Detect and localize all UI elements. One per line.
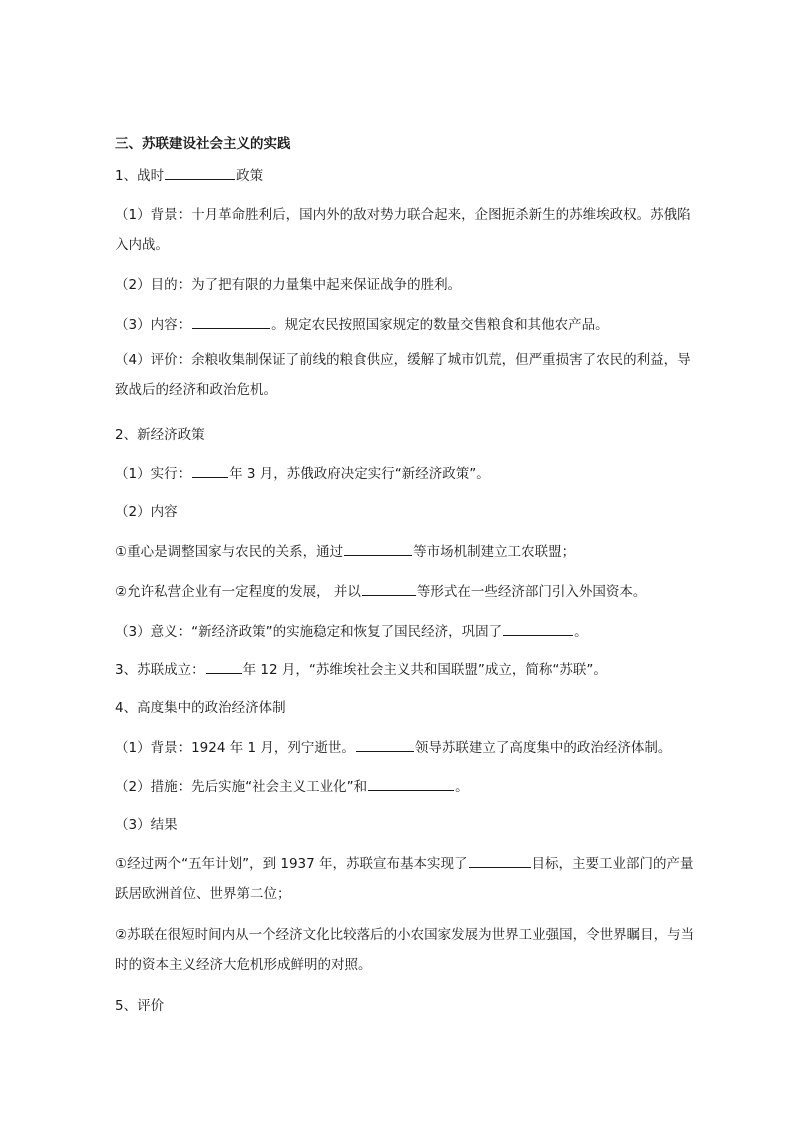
heading-text: 1、战时 bbox=[115, 168, 165, 184]
system-background-tail: 领导苏联建立了高度集中的政治经济体制。 bbox=[414, 740, 672, 756]
paragraph-nep-significance bbox=[115, 621, 695, 642]
point-text-tail: 等形式在一些经济部门引入外国资本。 bbox=[416, 584, 647, 600]
significance-tail: 。 bbox=[574, 624, 588, 640]
fill-blank[interactable] bbox=[503, 621, 573, 636]
paragraph-evaluation: （4）评价：余粮收集制保证了前线的粮食供应，缓解了城市饥荒，但严重损害了农民的利益，导致战后的经济和政治危机。 bbox=[115, 352, 691, 398]
fill-blank[interactable] bbox=[362, 581, 416, 596]
nep-label: （1）实行： bbox=[115, 466, 192, 482]
fill-blank[interactable] bbox=[344, 541, 412, 556]
point-text-tail: 等市场机制建立工农联盟； bbox=[413, 544, 576, 560]
paragraph-nep-content: （2）内容 bbox=[115, 504, 178, 520]
significance-text: （3）意义：“新经济政策”的实施稳定和恢复了国民经济，巩固了 bbox=[115, 624, 503, 640]
paragraph-purpose: （2）目的：为了把有限的力量集中起来保证战争的胜利。 bbox=[115, 277, 462, 293]
measures-tail: 。 bbox=[455, 779, 469, 795]
heading-war-communism bbox=[115, 165, 695, 186]
fill-blank[interactable] bbox=[356, 737, 414, 752]
founded-label: 3、苏联成立： bbox=[115, 662, 205, 678]
nep-text: 年 3 月，苏俄政府决定实行“新经济政策”。 bbox=[229, 466, 490, 482]
fill-blank[interactable] bbox=[192, 314, 270, 329]
paragraph-background: （1）背景：十月革命胜利后，国内外的敌对势力联合起来，企图扼杀新生的苏维埃政权。苏俄陷入内战。 bbox=[115, 207, 691, 253]
paragraph-content bbox=[115, 314, 695, 335]
content-label: （3）内容： bbox=[115, 317, 192, 333]
paragraph-nep-point-1 bbox=[115, 541, 695, 562]
heading-evaluation: 5、评价 bbox=[115, 998, 165, 1014]
result-1-tail: 目标，主要工业部门的产量跃居欧洲首位、世界第二位； bbox=[115, 856, 694, 902]
point-text: ①重心是调整国家与农民的关系，通过 bbox=[115, 544, 344, 560]
heading-text-tail: 政策 bbox=[236, 168, 264, 184]
section-title: 三、苏联建设社会主义的实践 bbox=[115, 136, 291, 152]
fill-blank[interactable] bbox=[368, 776, 454, 791]
heading-nep: 2、新经济政策 bbox=[115, 427, 205, 443]
result-1-text: ①经过两个“五年计划”，到 1937 年，苏联宣布基本实现了 bbox=[115, 856, 468, 872]
measures-text: （2）措施：先后实施“社会主义工业化”和 bbox=[115, 779, 368, 795]
paragraph-system-measures bbox=[115, 776, 695, 797]
fill-blank[interactable] bbox=[192, 463, 228, 478]
point-text: ②允许私营企业有一定程度的发展， 并以 bbox=[115, 584, 361, 600]
paragraph-result-2: ②苏联在很短时间内从一个经济文化比较落后的小农国家发展为世界工业强国，令世界瞩目，与当时的资本主义经济大危机形成鲜明的对照。 bbox=[115, 927, 695, 973]
paragraph-system-background bbox=[115, 737, 695, 758]
paragraph-nep-implementation bbox=[115, 463, 695, 484]
paragraph-result-1 bbox=[115, 849, 695, 909]
fill-blank[interactable] bbox=[165, 165, 235, 180]
founded-text: 年 12 月，“苏维埃社会主义共和国联盟”成立，简称“苏联”。 bbox=[242, 662, 607, 678]
paragraph-nep-point-2 bbox=[115, 581, 695, 602]
fill-blank[interactable] bbox=[206, 659, 242, 674]
content-text: 。规定农民按照国家规定的数量交售粮食和其他农产品。 bbox=[271, 317, 609, 333]
heading-centralized-system: 4、高度集中的政治经济体制 bbox=[115, 700, 286, 716]
system-background-text: （1）背景：1924 年 1 月，列宁逝世。 bbox=[115, 740, 355, 756]
heading-ussr-founded bbox=[115, 659, 695, 680]
paragraph-system-results: （3）结果 bbox=[115, 817, 178, 833]
fill-blank[interactable] bbox=[469, 853, 531, 868]
